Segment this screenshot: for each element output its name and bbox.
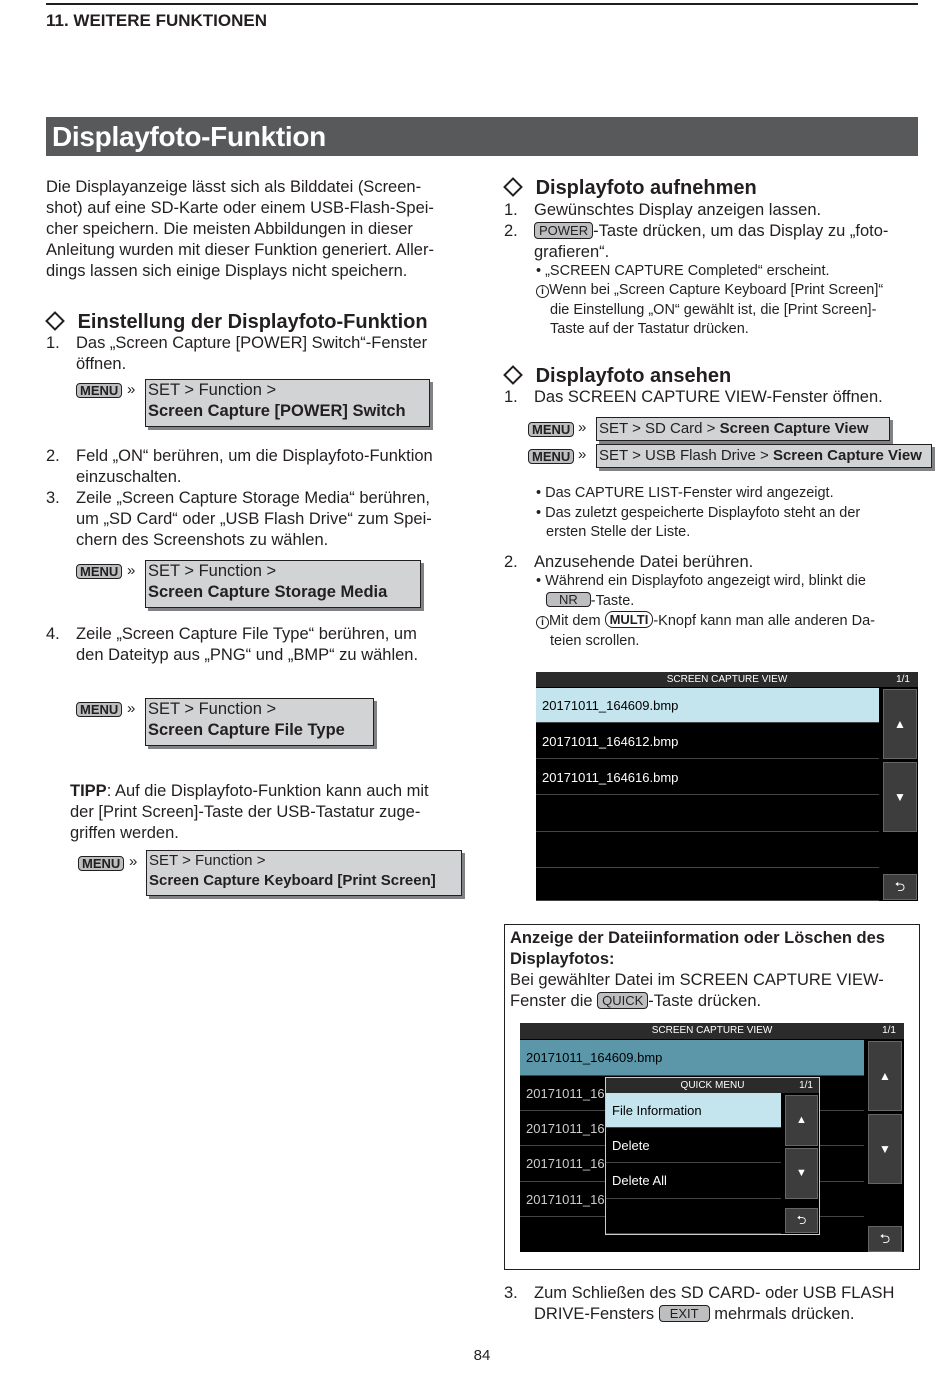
section-heading-settings bbox=[48, 310, 428, 334]
scroll-up-button[interactable]: ▲ bbox=[883, 689, 917, 759]
path-target: Screen Capture View bbox=[719, 420, 869, 437]
quick-scroll-up-button[interactable]: ▲ bbox=[785, 1095, 818, 1146]
step-number: 3. bbox=[46, 489, 60, 507]
info-box-line: Fenster die bbox=[510, 992, 598, 1010]
step-line: Zeile „Screen Capture Storage Media“ berühren, bbox=[76, 489, 431, 507]
scroll-up-button[interactable]: ▲ bbox=[868, 1041, 902, 1111]
section-heading-capture bbox=[506, 176, 757, 200]
bullet-text: • Das zuletzt gespeicherte Displayfoto steht an der bbox=[536, 504, 861, 521]
info-box-title: Anzeige der Dateiinformation oder Löschen des bbox=[510, 929, 885, 947]
step-line: den Dateityp aus „PNG“ und „BMP“ zu wählen. bbox=[76, 646, 419, 664]
step-line: Feld „ON“ berühren, um die Displayfoto-Funktion bbox=[76, 447, 433, 465]
quick-menu-title: QUICK MENU bbox=[680, 1080, 745, 1091]
path-arrow: » bbox=[578, 419, 587, 436]
step-line: Zum Schließen des SD CARD- oder USB FLASH bbox=[534, 1284, 895, 1302]
step-text: Das SCREEN CAPTURE VIEW-Fenster öffnen. bbox=[534, 388, 883, 406]
quick-key-icon: QUICK bbox=[597, 992, 648, 1009]
menu-path-file-type bbox=[145, 698, 374, 746]
step-line: -Taste drücken, um das Display zu „foto- bbox=[593, 222, 889, 240]
bullet-nr bbox=[536, 572, 926, 611]
diamond-icon bbox=[45, 311, 65, 331]
quick-menu-item-file-information[interactable]: File Information bbox=[606, 1093, 781, 1128]
step-line: einzuschalten. bbox=[76, 468, 182, 486]
section-heading-text: Einstellung der Displayfoto-Funktion bbox=[77, 311, 428, 333]
screen-title: SCREEN CAPTURE VIEW bbox=[666, 674, 788, 685]
path-target: Screen Capture [POWER] Switch bbox=[148, 402, 406, 420]
quick-menu-item-empty bbox=[606, 1199, 781, 1234]
menu-path-keyboard bbox=[146, 850, 462, 896]
step-3-text bbox=[76, 488, 432, 551]
path-line: SET > USB Flash Drive > bbox=[599, 447, 773, 464]
menu-key-icon: MENU bbox=[528, 422, 574, 437]
step-text: Anzusehende Datei berühren. bbox=[534, 553, 754, 571]
file-row[interactable]: 20171011_16 bbox=[520, 1111, 864, 1146]
info-note bbox=[536, 281, 926, 340]
quick-menu-display bbox=[520, 1023, 904, 1252]
step-line: chern des Screenshots zu wählen. bbox=[76, 531, 329, 549]
info-line: Wenn bei „Screen Capture Keyboard [Print Screen]“ bbox=[549, 282, 884, 298]
intro-line: shot) auf eine SD-Karte oder einem USB-Flash-Spei- bbox=[46, 199, 434, 217]
step-line: Zeile „Screen Capture File Type“ berühren, um bbox=[76, 625, 417, 643]
header-rule bbox=[46, 3, 918, 5]
menu-path-sd-card bbox=[596, 417, 890, 441]
menu-key-icon: MENU bbox=[78, 856, 124, 871]
tip-label: TIPP bbox=[70, 782, 107, 800]
step-number: 1. bbox=[504, 388, 518, 406]
file-row[interactable]: 20171011_16 bbox=[520, 1076, 864, 1111]
step-number: 1. bbox=[504, 201, 518, 219]
screen-capture-view-display bbox=[536, 672, 918, 901]
screen-page-indicator: 1/1 bbox=[896, 674, 910, 685]
step-number: 2. bbox=[504, 222, 518, 240]
section-heading-view bbox=[506, 364, 731, 388]
step-number: 4. bbox=[46, 625, 60, 643]
quick-back-button[interactable]: ⮌ bbox=[785, 1208, 818, 1233]
step-number: 2. bbox=[46, 447, 60, 465]
path-arrow: » bbox=[578, 446, 587, 463]
multi-knob-icon: MULTI bbox=[605, 611, 654, 628]
file-row-selected[interactable]: 20171011_164609.bmp bbox=[520, 1040, 864, 1076]
step-line: mehrmals drücken. bbox=[709, 1305, 855, 1323]
intro-paragraph bbox=[46, 177, 476, 282]
bullet-list bbox=[536, 484, 926, 543]
info-box-title: Displayfotos: bbox=[510, 950, 615, 968]
info-line: die Einstellung „ON“ gewählt ist, die [Print Screen]- bbox=[550, 301, 877, 318]
path-line: SET > Function > bbox=[148, 700, 277, 718]
info-note-multi bbox=[536, 611, 926, 651]
exit-key-icon: EXIT bbox=[659, 1305, 710, 1322]
step-number: 2. bbox=[504, 553, 518, 571]
step-3-close-text bbox=[534, 1283, 924, 1325]
info-box-line: -Taste drücken. bbox=[648, 992, 762, 1010]
file-row[interactable]: 20171011_16 bbox=[520, 1146, 864, 1182]
power-key-icon: POWER bbox=[534, 222, 593, 239]
path-line: SET > Function > bbox=[148, 562, 277, 580]
intro-line: Die Displayanzeige lässt sich als Bilddatei (Screen- bbox=[46, 178, 422, 196]
path-arrow: » bbox=[129, 853, 138, 870]
quick-menu-item-delete[interactable]: Delete bbox=[606, 1128, 781, 1163]
file-row-selected[interactable]: 20171011_164609.bmp bbox=[536, 688, 879, 723]
screen-page-indicator: 1/1 bbox=[882, 1025, 896, 1036]
bullet-text: -Taste. bbox=[590, 592, 635, 609]
bullet-text: ersten Stelle der Liste. bbox=[546, 524, 691, 540]
bullet-text: • Das CAPTURE LIST-Fenster wird angezeigt. bbox=[536, 485, 834, 501]
nr-key-icon: NR bbox=[546, 592, 591, 607]
back-button[interactable]: ⮌ bbox=[883, 874, 917, 900]
page-title: Displayfoto-Funktion bbox=[52, 121, 326, 152]
path-target: Screen Capture Storage Media bbox=[148, 583, 388, 601]
quick-menu-page: 1/1 bbox=[799, 1080, 813, 1091]
intro-line: dings lassen sich einige Displays nicht speichern. bbox=[46, 262, 408, 280]
step-line: um „SD Card“ oder „USB Flash Drive“ zum Spei- bbox=[76, 510, 432, 528]
file-row-empty bbox=[536, 796, 879, 832]
scroll-down-button[interactable]: ▼ bbox=[868, 1114, 902, 1184]
step-number: 3. bbox=[504, 1284, 518, 1302]
back-button[interactable]: ⮌ bbox=[868, 1226, 902, 1252]
bullet-text: • „SCREEN CAPTURE Completed“ erscheint. bbox=[536, 263, 830, 279]
step-line: öffnen. bbox=[76, 355, 127, 373]
chapter-title: 11. WEITERE FUNKTIONEN bbox=[46, 11, 268, 30]
diamond-icon bbox=[503, 365, 523, 385]
quick-scroll-down-button[interactable]: ▼ bbox=[785, 1148, 818, 1199]
path-line: SET > Function > bbox=[149, 852, 266, 869]
menu-key-icon: MENU bbox=[76, 383, 122, 398]
menu-key-icon: MENU bbox=[76, 702, 122, 717]
step-number: 1. bbox=[46, 334, 60, 352]
path-target: Screen Capture Keyboard [Print Screen] bbox=[149, 872, 436, 889]
quick-menu-popup bbox=[605, 1077, 820, 1235]
path-line: SET > Function > bbox=[148, 381, 277, 399]
step-line: DRIVE-Fensters bbox=[534, 1305, 659, 1323]
section-heading-text: Displayfoto ansehen bbox=[535, 365, 732, 387]
menu-path-usb bbox=[596, 444, 932, 468]
tip-line: griffen werden. bbox=[70, 824, 179, 842]
file-row[interactable]: 20171011_164616.bmp bbox=[536, 760, 879, 795]
screen-title-bar bbox=[520, 1023, 904, 1039]
step-2-text bbox=[76, 446, 433, 488]
path-arrow: » bbox=[127, 700, 136, 717]
step-line: grafieren“. bbox=[534, 243, 610, 261]
quick-menu-title-bar bbox=[606, 1078, 819, 1093]
diamond-icon bbox=[503, 177, 523, 197]
menu-path-power-switch bbox=[145, 379, 430, 427]
section-heading-text: Displayfoto aufnehmen bbox=[535, 177, 757, 199]
file-row-empty bbox=[536, 832, 879, 868]
path-arrow: » bbox=[127, 562, 136, 579]
intro-line: cher speichern. Die meisten Abbildungen in dieser bbox=[46, 220, 413, 238]
screen-title-bar bbox=[536, 672, 918, 687]
file-row[interactable]: 20171011_164612.bmp bbox=[536, 724, 879, 759]
path-target: Screen Capture File Type bbox=[148, 721, 345, 739]
info-box-line: Bei gewählter Datei im SCREEN CAPTURE VIEW- bbox=[510, 971, 884, 989]
path-arrow: » bbox=[127, 381, 136, 398]
info-icon: i bbox=[536, 616, 549, 629]
step-line: Das „Screen Capture [POWER] Switch“-Fenster bbox=[76, 334, 428, 352]
step-4-text bbox=[76, 624, 418, 666]
quick-menu-item-delete-all[interactable]: Delete All bbox=[606, 1163, 781, 1199]
info-line: -Knopf kann man alle anderen Da- bbox=[653, 613, 876, 629]
tip-line: : Auf die Displayfoto-Funktion kann auch mit bbox=[106, 782, 429, 800]
scroll-down-button[interactable]: ▼ bbox=[883, 762, 917, 832]
info-line: teien scrollen. bbox=[550, 632, 640, 649]
menu-path-storage-media bbox=[145, 560, 421, 608]
step-1-text bbox=[76, 333, 427, 375]
info-box-text bbox=[510, 928, 915, 1012]
file-row-empty bbox=[536, 868, 879, 901]
step-text: Gewünschtes Display anzeigen lassen. bbox=[534, 201, 822, 219]
menu-key-icon: MENU bbox=[76, 564, 122, 579]
page-number: 84 bbox=[473, 1347, 491, 1364]
file-row[interactable]: 20171011_16 bbox=[520, 1182, 864, 1217]
screen-title: SCREEN CAPTURE VIEW bbox=[651, 1025, 773, 1036]
path-target: Screen Capture View bbox=[772, 447, 922, 464]
info-icon: i bbox=[536, 285, 549, 298]
tip-paragraph bbox=[70, 781, 470, 844]
bullet-text: • Während ein Displayfoto angezeigt wird, blinkt die bbox=[536, 573, 866, 589]
tip-line: der [Print Screen]-Taste der USB-Tastatur zuge- bbox=[70, 803, 421, 821]
menu-key-icon: MENU bbox=[528, 449, 574, 464]
intro-line: Anleitung wurden mit dieser Funktion generiert. Aller- bbox=[46, 241, 434, 259]
info-line: Taste auf der Tastatur drücken. bbox=[550, 321, 749, 337]
info-line: Mit dem bbox=[549, 613, 605, 629]
path-line: SET > SD Card > bbox=[599, 420, 720, 437]
step-text bbox=[534, 221, 924, 263]
